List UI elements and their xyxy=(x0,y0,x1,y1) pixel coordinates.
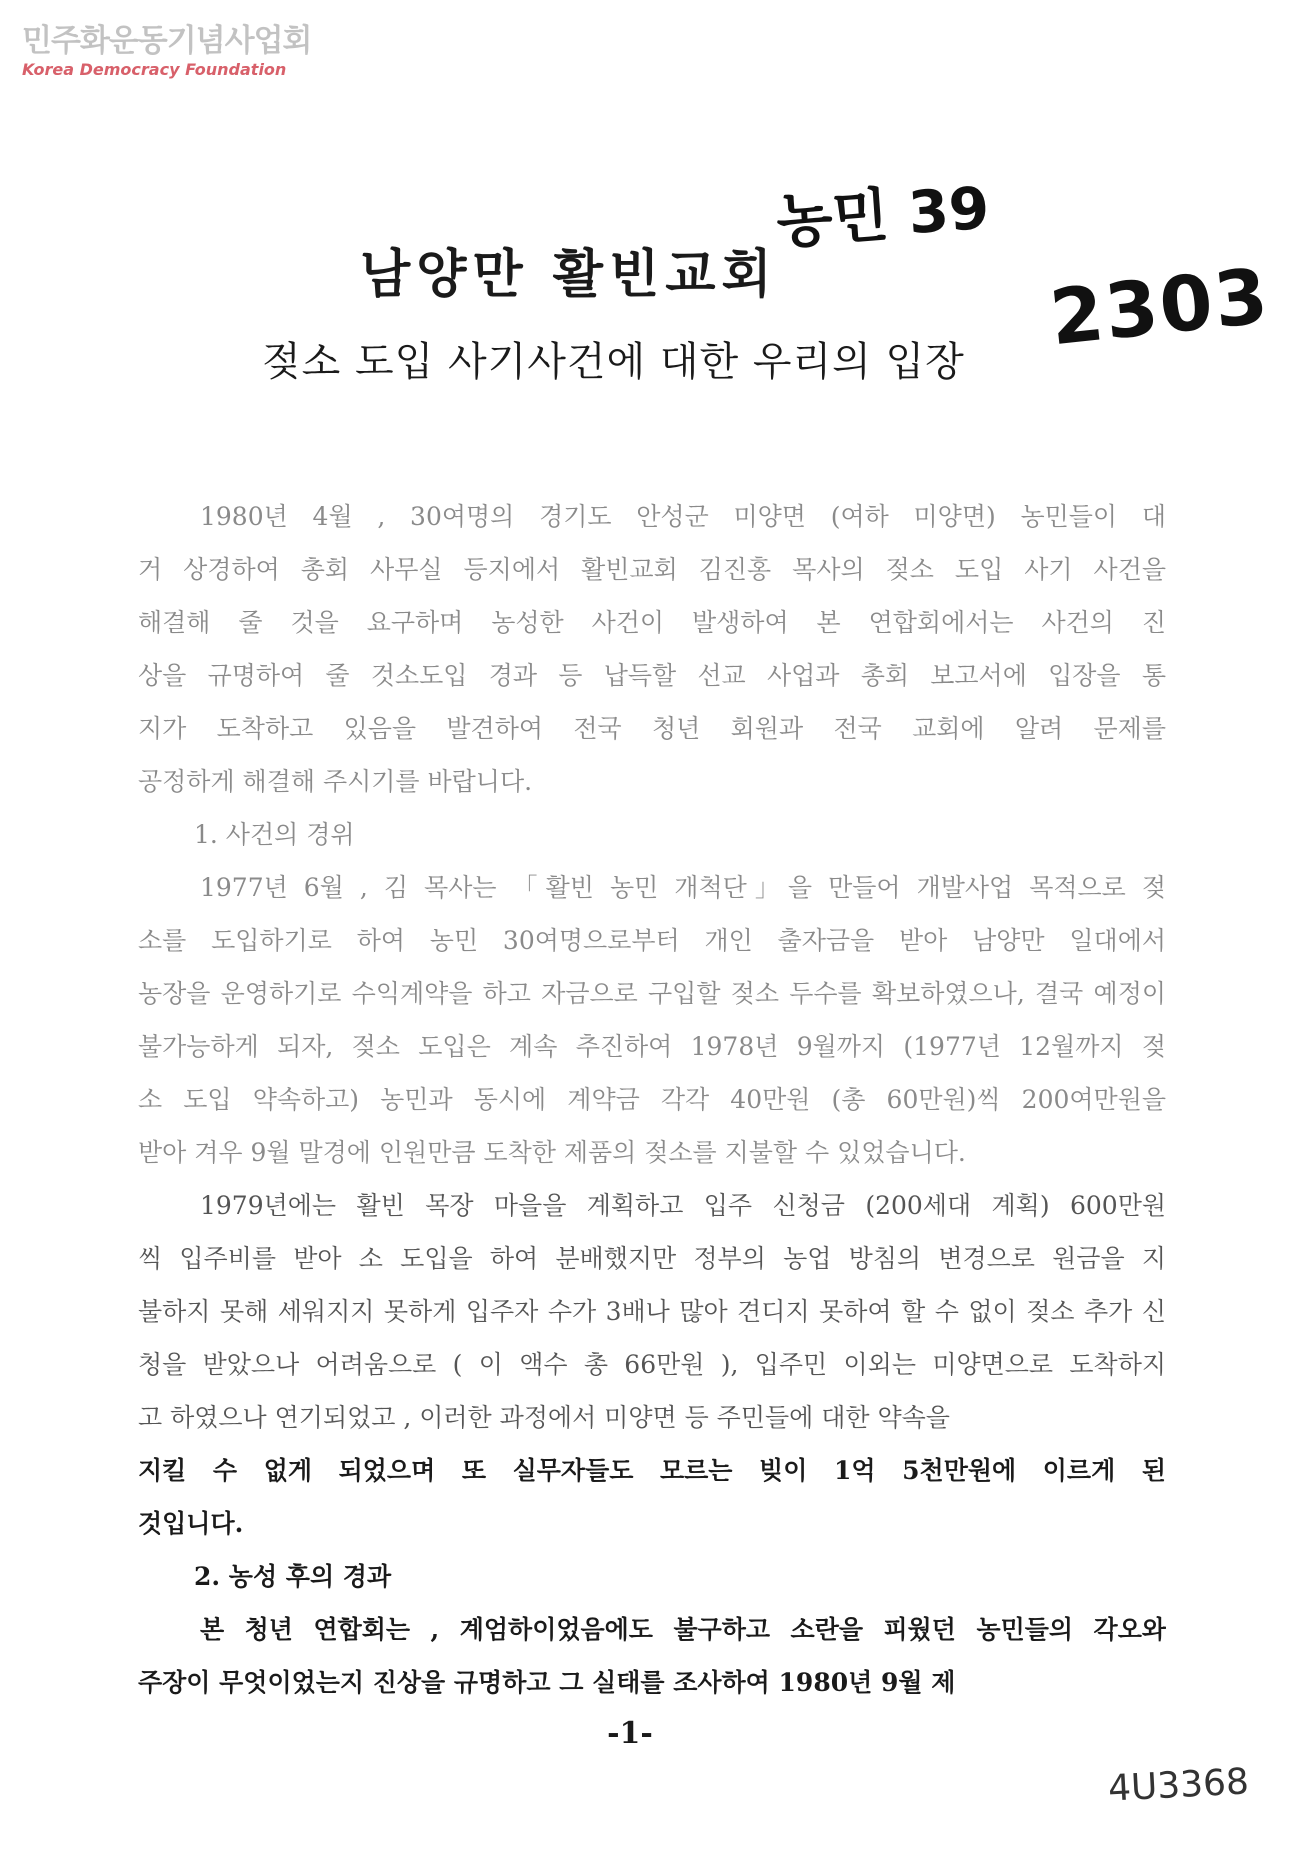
document-body xyxy=(138,490,1166,1709)
paragraph-line: 농장을 운영하기로 수익계약을 하고 자금으로 구입할 젖소 두수를 확보하였으나, 결국 예정이 xyxy=(138,979,1166,1008)
document-subtitle: 젖소 도입 사기사건에 대한 우리의 입장 xyxy=(262,339,965,385)
paragraph-line: 씩 입주비를 받아 소 도입을 하여 분배했지만 정부의 농업 방침의 변경으로 원금을 지 xyxy=(138,1244,1166,1273)
paragraph-line: 거 상경하여 총회 사무실 등지에서 활빈교회 김진홍 목사의 젖소 도입 사기 사건을 xyxy=(138,555,1166,584)
logo-english: Korea Democracy Foundation xyxy=(22,60,287,79)
paragraph-line: 1979년에는 활빈 목장 마을을 계획하고 입주 신청금 (200세대 계획) 600만원 xyxy=(200,1191,1166,1220)
paragraph-line: 1977년 6월 , 김 목사는 「활빈 농민 개척단」을 만들어 개발사업 목적으로 젖 xyxy=(200,873,1166,902)
handwritten-document-number: 2303 xyxy=(1045,250,1274,363)
handwritten-category-code: 농민 39 xyxy=(774,173,992,257)
page-number: -1- xyxy=(607,1716,653,1751)
paragraph-line: 해결해 줄 것을 요구하며 농성한 사건이 발생하여 본 연합회에서는 사건의 진 xyxy=(138,608,1166,637)
paragraph-line: 본 청년 연합회는 , 계엄하이었음에도 불구하고 소란을 피웠던 농민들의 각오와 xyxy=(200,1615,1166,1644)
paragraph-line: 청을 받았으나 어려움으로 ( 이 액수 총 66만원 ), 입주민 이외는 미양면으로 도착하지 xyxy=(138,1350,1166,1379)
paragraph-line: 받아 겨우 9월 말경에 인원만큼 도착한 제품의 젖소를 지불할 수 있었습니다. xyxy=(138,1138,966,1167)
paragraph-line: 1980년 4월 , 30여명의 경기도 안성군 미양면 (여하 미양면) 농민들이 대 xyxy=(200,502,1166,531)
archive-stamp-number: 4U3368 xyxy=(1107,1761,1250,1810)
section-heading: 2. 농성 후의 경과 xyxy=(194,1562,392,1591)
paragraph-line: 고 하였으나 연기되었고 , 이러한 과정에서 미양면 등 주민들에 대한 약속을 xyxy=(138,1403,950,1432)
paragraph-line: 것입니다. xyxy=(138,1509,244,1538)
paragraph-line: 소를 도입하기로 하여 농민 30여명으로부터 개인 출자금을 받아 남양만 일대에서 xyxy=(138,926,1166,955)
paragraph-line: 불하지 못해 세워지지 못하게 입주자 수가 3배나 많아 견디지 못하여 할 수 없이 젖소 추가 신 xyxy=(138,1297,1166,1326)
paragraph-line: 공정하게 해결해 주시기를 바랍니다. xyxy=(138,767,533,796)
foundation-logo xyxy=(22,22,311,80)
paragraph-line: 불가능하게 되자, 젖소 도입은 계속 추진하여 1978년 9월까지 (1977년 12월까지 젖 xyxy=(138,1032,1166,1061)
paragraph-line: 주장이 무엇이었는지 진상을 규명하고 그 실태를 조사하여 1980년 9월 제 xyxy=(138,1668,956,1697)
paragraph-line: 소 도입 약속하고) 농민과 동시에 계약금 각각 40만원 (총 60만원)씩 200여만원을 xyxy=(138,1085,1166,1114)
section-heading: 1. 사건의 경위 xyxy=(194,820,355,849)
paragraph-line: 지킬 수 없게 되었으며 또 실무자들도 모르는 빚이 1억 5천만원에 이르게 된 xyxy=(138,1456,1166,1485)
paragraph-line: 상을 규명하여 줄 것소도입 경과 등 납득할 선교 사업과 총회 보고서에 입장을 통 xyxy=(138,661,1166,690)
paragraph-line: 지가 도착하고 있음을 발견하여 전국 청년 회원과 전국 교회에 알려 문제를 xyxy=(138,714,1166,743)
logo-korean: 민주화운동기념사업회 xyxy=(22,23,312,59)
document-title: 남양만 활빈교회 xyxy=(360,244,778,305)
